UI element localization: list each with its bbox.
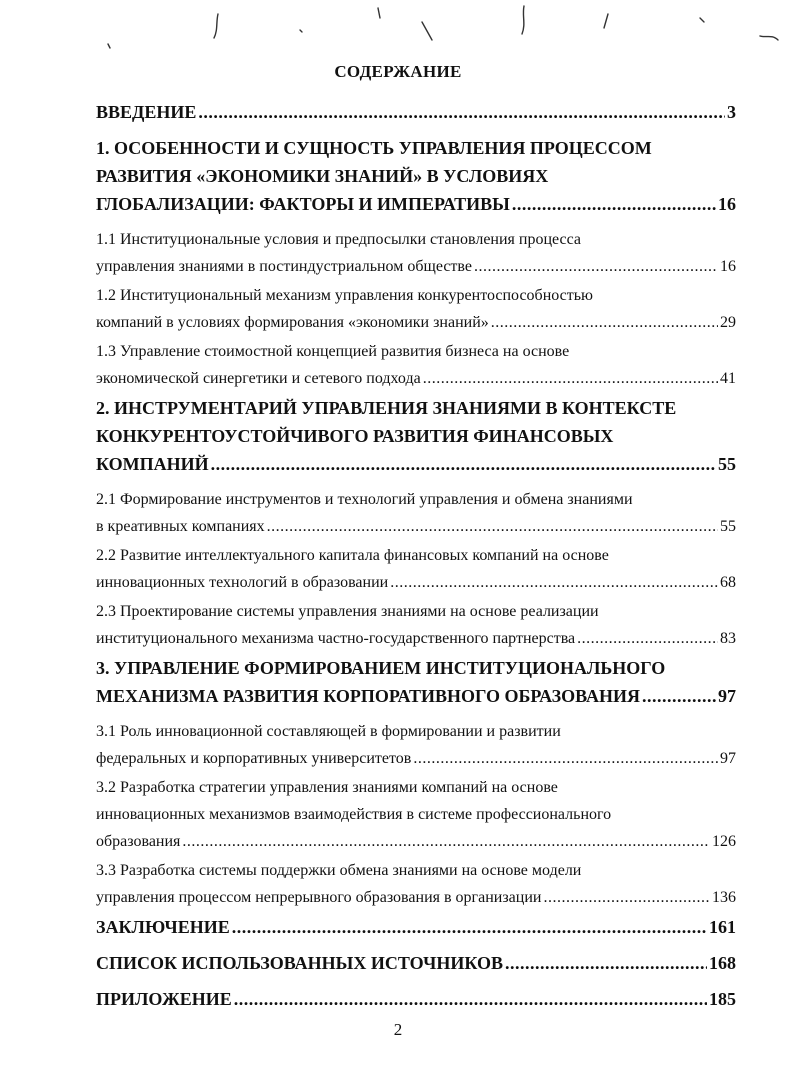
toc-page-number: 41 xyxy=(720,370,736,387)
toc-entry-leader-line xyxy=(96,253,736,280)
toc-page-number: 68 xyxy=(720,574,736,591)
toc-entry xyxy=(96,226,736,280)
toc-entry xyxy=(96,98,736,126)
toc-entry xyxy=(96,282,736,336)
toc-entry-line: 2.1 Формирование инструментов и технологий управления и обмена знаниями xyxy=(96,491,633,508)
dot-leader xyxy=(211,450,716,478)
toc-entry xyxy=(96,949,736,977)
toc-page-number: 29 xyxy=(720,314,736,331)
toc-entry-text: экономической синергетики и сетевого подхода xyxy=(96,370,421,387)
toc-entry-text: образования xyxy=(96,833,181,850)
toc-entry-line: КОНКУРЕНТОУСТОЙЧИВОГО РАЗВИТИЯ ФИНАНСОВЫХ xyxy=(96,426,614,446)
toc-entry-line: 2.3 Проектирование системы управления знаниями на основе реализации xyxy=(96,603,599,620)
toc-entry xyxy=(96,857,736,911)
toc-entry-leader-line xyxy=(96,190,736,218)
dot-leader xyxy=(267,513,718,540)
toc-entry-text: управления знаниями в постиндустриальном обществе xyxy=(96,258,472,275)
toc-entry-line: 1.1 Институциональные условия и предпосылки становления процесса xyxy=(96,231,582,248)
toc-entry-line: инновационных механизмов взаимодействия в системе профессионального xyxy=(96,806,612,823)
dot-leader xyxy=(232,913,707,941)
toc-entry-leader-line xyxy=(96,569,736,596)
toc-entry-text: инновационных технологий в образовании xyxy=(96,574,389,591)
dot-leader xyxy=(198,98,725,126)
toc-entry-line: 3. УПРАВЛЕНИЕ ФОРМИРОВАНИЕМ ИНСТИТУЦИОНАЛЬНОГО xyxy=(96,658,666,678)
dot-leader xyxy=(423,365,718,392)
toc-entry xyxy=(96,718,736,772)
toc-entry-line: 1. ОСОБЕННОСТИ И СУЩНОСТЬ УПРАВЛЕНИЯ ПРОЦЕССОМ xyxy=(96,138,652,158)
toc-entry xyxy=(96,654,736,710)
toc-entry xyxy=(96,913,736,941)
toc-entry-line: РАЗВИТИЯ «ЭКОНОМИКИ ЗНАНИЙ» В УСЛОВИЯХ xyxy=(96,166,549,186)
toc-entry-text: управления процессом непрерывного образования в организации xyxy=(96,889,542,906)
toc-entry xyxy=(96,486,736,540)
toc-entry-line: 2. ИНСТРУМЕНТАРИЙ УПРАВЛЕНИЯ ЗНАНИЯМИ В КОНТЕКСТЕ xyxy=(96,398,677,418)
dot-leader xyxy=(234,985,707,1013)
dot-leader xyxy=(543,884,710,911)
dot-leader xyxy=(182,828,710,855)
toc-entry-line: 1.2 Институциональный механизм управления конкурентоспособностью xyxy=(96,287,593,304)
toc-entry-leader-line xyxy=(96,625,736,652)
dot-leader xyxy=(390,569,718,596)
toc-entry-leader-line xyxy=(96,682,736,710)
dot-leader xyxy=(413,745,718,772)
toc-entry-leader-line xyxy=(96,450,736,478)
toc-entry-line: 3.2 Разработка стратегии управления знаниями компаний на основе xyxy=(96,779,558,796)
toc-page-number: 185 xyxy=(709,989,736,1009)
toc-page-number: 97 xyxy=(720,750,736,767)
toc-entry-leader-line xyxy=(96,884,736,911)
toc-entry-text: КОМПАНИЙ xyxy=(96,454,209,474)
toc-entry-line: 2.2 Развитие интеллектуального капитала финансовых компаний на основе xyxy=(96,547,609,564)
toc-entry xyxy=(96,985,736,1013)
toc-entry-leader-line xyxy=(96,828,736,855)
dot-leader xyxy=(642,682,716,710)
page-number: 2 xyxy=(393,1020,403,1039)
toc-entry-text: ЗАКЛЮЧЕНИЕ xyxy=(96,917,230,937)
dot-leader xyxy=(512,190,716,218)
toc-entry-leader-line xyxy=(96,98,736,126)
toc-entry-text: СПИСОК ИСПОЛЬЗОВАННЫХ ИСТОЧНИКОВ xyxy=(96,953,503,973)
toc-entry xyxy=(96,542,736,596)
toc-page-number: 97 xyxy=(718,686,736,706)
toc-page-number: 55 xyxy=(720,518,736,535)
toc-entry xyxy=(96,338,736,392)
toc-entry-line: 3.1 Роль инновационной составляющей в формировании и развитии xyxy=(96,723,561,740)
table-of-contents xyxy=(96,98,736,1021)
toc-title: СОДЕРЖАНИЕ xyxy=(334,62,462,81)
toc-entry xyxy=(96,774,736,855)
toc-page-number: 168 xyxy=(709,953,736,973)
toc-page-number: 16 xyxy=(720,258,736,275)
toc-entry-leader-line xyxy=(96,913,736,941)
toc-entry-text: институционального механизма частно-государственного партнерства xyxy=(96,630,576,647)
dot-leader xyxy=(505,949,707,977)
toc-entry-text: ГЛОБАЛИЗАЦИИ: ФАКТОРЫ И ИМПЕРАТИВЫ xyxy=(96,194,510,214)
toc-entry-line: 1.3 Управление стоимостной концепцией развития бизнеса на основе xyxy=(96,343,570,360)
toc-entry-leader-line xyxy=(96,985,736,1013)
dot-leader xyxy=(491,309,718,336)
toc-entry xyxy=(96,134,736,218)
toc-entry-text: ПРИЛОЖЕНИЕ xyxy=(96,989,232,1009)
toc-entry-text: в креативных компаниях xyxy=(96,518,265,535)
dot-leader xyxy=(474,253,718,280)
toc-page-number: 3 xyxy=(727,102,736,122)
scan-marks xyxy=(0,0,796,60)
toc-entry xyxy=(96,394,736,478)
toc-entry-text: федеральных и корпоративных университетов xyxy=(96,750,412,767)
toc-entry-text: ВВЕДЕНИЕ xyxy=(96,102,197,122)
toc-page-number: 136 xyxy=(712,889,736,906)
toc-entry-text: МЕХАНИЗМА РАЗВИТИЯ КОРПОРАТИВНОГО ОБРАЗОВАНИЯ xyxy=(96,686,640,706)
toc-entry-text: компаний в условиях формирования «экономики знаний» xyxy=(96,314,489,331)
toc-page-number: 83 xyxy=(720,630,736,647)
toc-entry-leader-line xyxy=(96,513,736,540)
toc-entry-leader-line xyxy=(96,745,736,772)
toc-entry-leader-line xyxy=(96,309,736,336)
dot-leader xyxy=(577,625,718,652)
toc-entry-leader-line xyxy=(96,365,736,392)
toc-page-number: 55 xyxy=(718,454,736,474)
toc-page-number: 161 xyxy=(709,917,736,937)
toc-page-number: 16 xyxy=(718,194,736,214)
toc-page-number: 126 xyxy=(712,833,736,850)
toc-entry xyxy=(96,598,736,652)
toc-entry-leader-line xyxy=(96,949,736,977)
toc-entry-line: 3.3 Разработка системы поддержки обмена знаниями на основе модели xyxy=(96,862,582,879)
